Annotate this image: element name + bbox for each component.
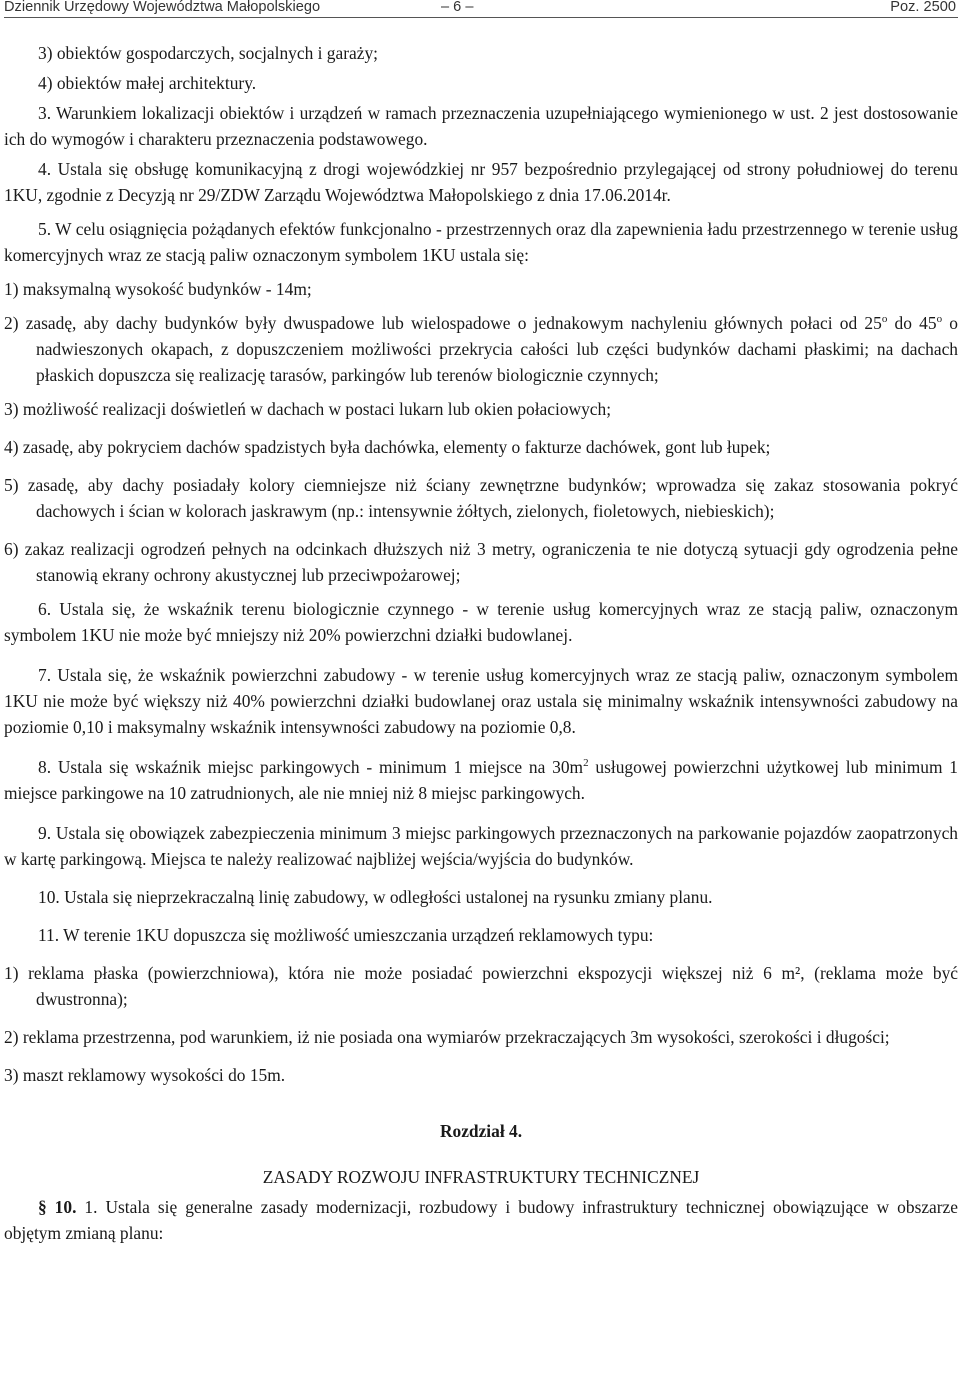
paragraph-7: 7. Ustala się, że wskaźnik powierzchni zabudowy - w terenie usług komercyjnych wraz ze stacją paliw, oznaczonym symbolem 1KU nie może być większy niż 40% powierzchni działki budowlanej oraz ustala się minimalny wskaźnik intensywności zabudowy na poziomie 0,10 i maksymalny wskaźnik intensywności zabudowy na poziomie 0,8. [4, 665, 958, 737]
list-item: 3) obiektów gospodarczych, socjalnych i garaży; [38, 43, 378, 63]
list-item: 4) zasadę, aby pokryciem dachów spadzistych była dachówka, elementy o fakturze dachówek, gont lub łupek; [4, 437, 771, 457]
paragraph-9: 9. Ustala się obowiązek zabezpieczenia minimum 3 miejsc parkingowych przeznaczonych na parkowanie pojazdów zaopatrzonych w kartę parkingową. Miejsca te należy realizować najbliżej wejścia/wyjścia do budynków. [4, 823, 958, 869]
list-item: 5) zasadę, aby dachy posiadały kolory ciemniejsze niż ściany zewnętrzne budynków; wprowadza się zakaz stosowania pokryć dachowych i ścian w kolorach jaskrawym (np.: intensywnie żółtych, zielonych, fioletowych, niebieskich); [4, 475, 958, 521]
list-item: 4) obiektów małej architektury. [38, 73, 257, 93]
paragraph-3: 3. Warunkiem lokalizacji obiektów i urządzeń w ramach przeznaczenia uzupełniającego wymienionego w ust. 2 jest dostosowanie ich do wymogów i charakteru przeznaczenia podstawowego. [4, 103, 958, 149]
chapter-heading: Rozdział 4. [439, 1121, 523, 1141]
list-item: 1) maksymalną wysokość budynków - 14m; [4, 279, 312, 299]
paragraph-section-10: § 10. 1. Ustala się generalne zasady modernizacji, rozbudowy i budowy infrastruktury technicznej obowiązujące w obszarze objętym zmianą planu: [4, 1197, 958, 1243]
paragraph-11: 11. W terenie 1KU dopuszcza się możliwość umieszczania urządzeń reklamowych typu: [38, 925, 654, 945]
paragraph-8: 8. Ustala się wskaźnik miejsc parkingowych - minimum 1 miejsce na $30m^2$ usługowej powierzchni użytkowej lub minimum 1 miejsce parkingowe na 10 zatrudnionych, ale nie mniej niż 8 miejsc parkingowych. [4, 757, 958, 803]
list-item: 6) zakaz realizacji ogrodzeń pełnych na odcinkach dłuższych niż 3 metry, ograniczenia te nie dotyczą sytuacji gdy ogrodzenia pełne stanowią ekrany ochrony akustycznej lub przeciwpożarowej; [4, 539, 958, 585]
paragraph-6: 6. Ustala się, że wskaźnik terenu biologicznie czynnego - w terenie usług komercyjnych wraz ze stacją paliw, oznaczonym symbolem 1KU nie może być mniejszy niż 20% powierzchni działki budowlanej. [4, 599, 958, 645]
list-item: 1) reklama płaska (powierzchniowa), która nie może posiadać powierzchni ekspozycji większej niż 6 m², (reklama może być dwustronna); [4, 963, 958, 1009]
chapter-title: ZASADY ROZWOJU INFRASTRUKTURY TECHNICZNEJ [262, 1167, 700, 1187]
list-item: 3) maszt reklamowy wysokości do 15m. [4, 1065, 286, 1085]
paragraph-10: 10. Ustala się nieprzekraczalną linię zabudowy, w odległości ustalonej na rysunku zmiany planu. [38, 887, 713, 907]
paragraph-5: 5. W celu osiągnięcia pożądanych efektów funkcjonalno - przestrzennych oraz dla zapewnienia ładu przestrzennego w terenie usług komercyjnych wraz ze stacją paliw oznaczonym symbolem 1KU ustala się: [4, 219, 958, 265]
page-number: – 6 – [441, 0, 474, 15]
list-item: 2) reklama przestrzenna, pod warunkiem, iż nie posiada ona wymiarów przekraczających 3m wysokości, szerokości i długości; [4, 1027, 890, 1047]
journal-title: Dziennik Urzędowy Województwa Małopolskiego [4, 0, 321, 15]
position-number: Poz. 2500 [890, 0, 956, 15]
document-page [4, 0, 958, 1243]
paragraph-4: 4. Ustala się obsługę komunikacyjną z drogi wojewódzkiej nr 957 bezpośrednio przylegającej od strony południowej do terenu 1KU, zgodnie z Decyzją nr 29/ZDW Zarządu Województwa Małopolskiego z dnia 17.06.2014r. [4, 159, 958, 205]
document-body [4, 40, 958, 1246]
list-item: 2) zasadę, aby dachy budynków były dwuspadowe lub wielospadowe o jednakowym nachyleniu głównych połaci od 25$^o$ do 45$^o$ o nadwieszonych okapach, z dopuszczeniem możliwości przekrycia całości lub części budynków dachami płaskimi; na dachach płaskich dopuszcza się realizację tarasów, parkingów lub terenów biologicznie czynnych; [4, 313, 958, 385]
list-item: 3) możliwość realizacji doświetleń w dachach w postaci lukarn lub okien połaciowych; [4, 399, 612, 419]
page-header [4, 0, 958, 18]
